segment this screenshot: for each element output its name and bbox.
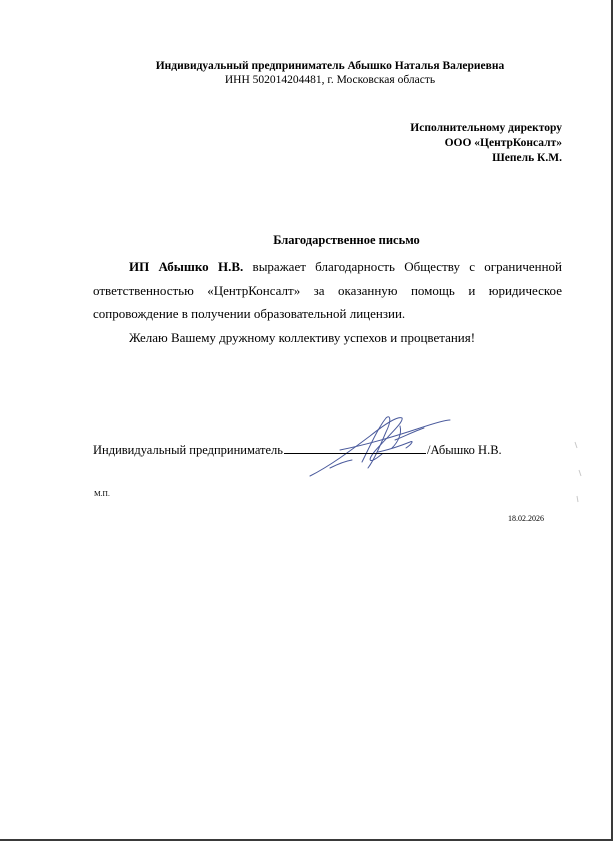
sender-short-name: ИП Абышко Н.В. (129, 259, 244, 274)
gratitude-text: выражает благодарность Обществу с ограниченной ответственностью «ЦентрКонсалт» за оказанную помощь и юридическое сопровождение в получении образовательной лицензии. (93, 259, 562, 321)
letter-title: Благодарственное письмо (273, 233, 420, 247)
addressee-block (410, 121, 562, 166)
stamp-place-label: М.П. (94, 489, 110, 498)
letter-date: 18.02.2026 (508, 514, 544, 523)
sender-name: Индивидуальный предприниматель Абышко Наталья Валериевна (155, 60, 505, 72)
signature-position: Индивидуальный предприниматель (93, 443, 283, 457)
gratitude-paragraph (93, 255, 562, 326)
signature-line (93, 441, 502, 458)
sender-details: ИНН 502014204481, г. Московская область (224, 74, 436, 86)
signature-blank (284, 441, 426, 454)
addressee-company: ООО «ЦентрКонсалт» (444, 137, 562, 149)
addressee-name: Шепель К.М. (492, 152, 562, 164)
wishes-paragraph: Желаю Вашему дружному коллективу успехов и процветания! (129, 329, 476, 345)
addressee-position: Исполнительному директору (410, 122, 562, 134)
letter-body (93, 255, 562, 349)
signature-name: /Абышко Н.В. (427, 443, 502, 457)
margin-scan-marks (565, 440, 595, 510)
